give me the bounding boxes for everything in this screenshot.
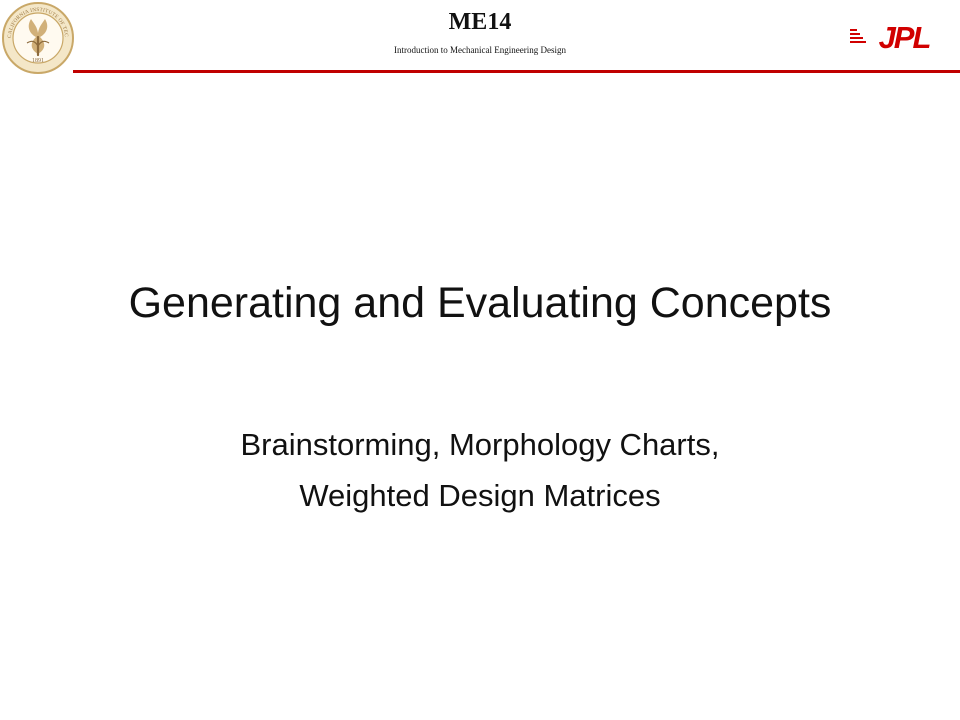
jpl-logo-icon bbox=[846, 21, 952, 53]
course-name: Introduction to Mechanical Engineering Design bbox=[394, 45, 566, 55]
svg-text:JPL: JPL bbox=[878, 21, 930, 53]
slide-title: Generating and Evaluating Concepts bbox=[128, 279, 832, 327]
slide-subtitle bbox=[0, 419, 960, 521]
course-code: ME14 bbox=[448, 9, 512, 35]
subtitle-line: Brainstorming, Morphology Charts, bbox=[240, 427, 720, 462]
svg-text:CALIFORNIA INSTITUTE OF TECHNO: CALIFORNIA INSTITUTE OF TEC bbox=[6, 6, 70, 39]
svg-text:1891: 1891 bbox=[32, 58, 44, 64]
subtitle-line: Weighted Design Matrices bbox=[299, 478, 661, 513]
header-rule bbox=[73, 70, 960, 73]
slide-header bbox=[0, 0, 960, 76]
